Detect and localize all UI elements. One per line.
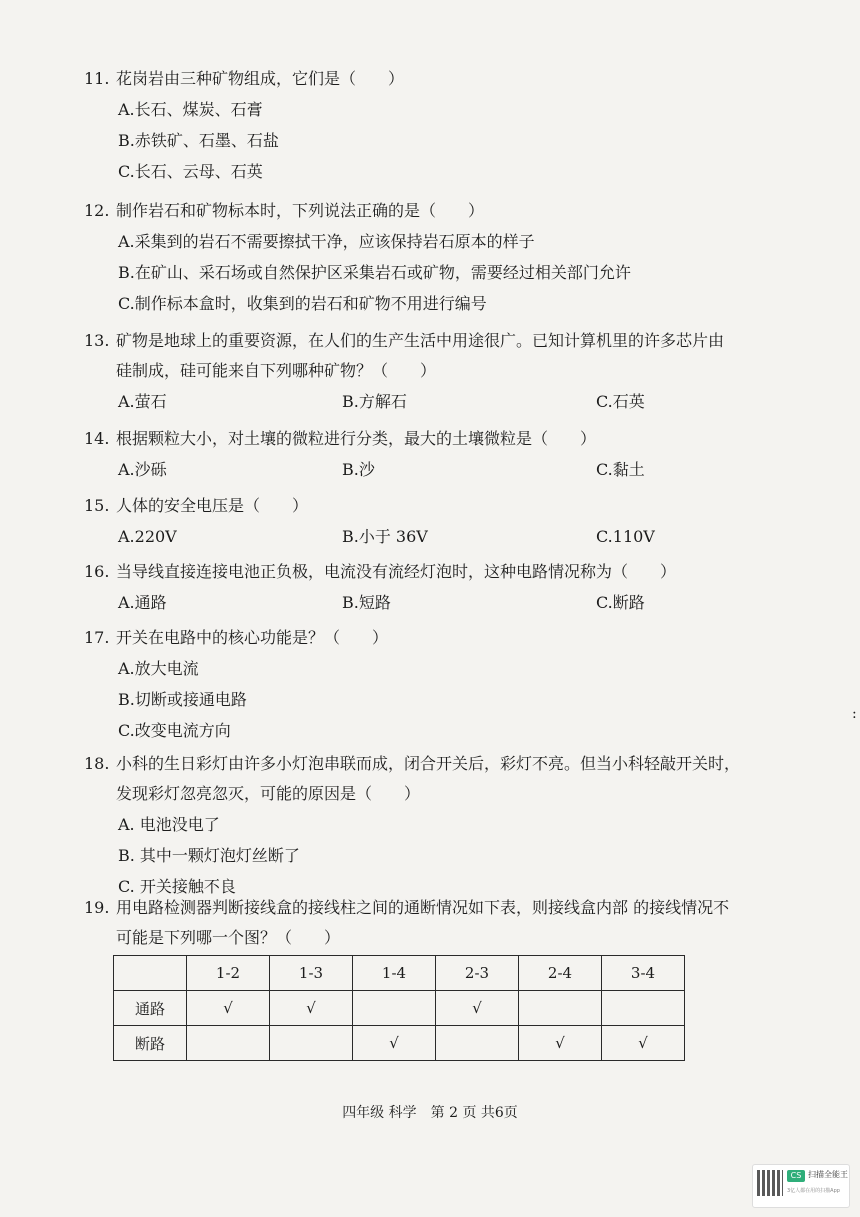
question-stem (84, 749, 784, 779)
option-a: A.萤石 (118, 392, 167, 411)
table-cell: √ (270, 991, 353, 1026)
table-header-cell: 3-4 (602, 956, 685, 991)
option-a: A.长石、煤炭、石膏 (118, 100, 263, 119)
options-row (84, 454, 784, 485)
table-row (114, 1026, 685, 1061)
table-header-cell: 2-4 (519, 956, 602, 991)
table-cell (353, 991, 436, 1026)
question-stem (84, 64, 784, 94)
question-number: 16. (84, 562, 110, 581)
scan-mark: : (852, 706, 857, 722)
table-header-cell: 1-3 (270, 956, 353, 991)
option-b: B.小于 36V (342, 527, 428, 546)
table-header-cell: 2-3 (436, 956, 519, 991)
table-cell (602, 991, 685, 1026)
question-17 (84, 623, 784, 746)
row-label: 断路 (114, 1026, 187, 1061)
table-cell: √ (353, 1026, 436, 1061)
scanner-tagline: 3亿人都在用的扫描App (787, 1188, 840, 1194)
question-stem (84, 893, 784, 923)
qr-code-icon (757, 1170, 783, 1196)
question-15 (84, 491, 784, 552)
question-19 (84, 893, 784, 953)
option-a: A. 电池没电了 (118, 815, 220, 834)
question-stem (84, 424, 784, 454)
options-row (84, 386, 784, 417)
option-a: A.通路 (118, 593, 167, 612)
option-a: A.采集到的岩石不需要擦拭干净，应该保持岩石原本的样子 (118, 232, 535, 251)
table-header-row (114, 956, 685, 991)
question-14 (84, 424, 784, 485)
question-stem (84, 491, 784, 521)
table-header-cell (114, 956, 187, 991)
question-number: 14. (84, 429, 110, 448)
scanner-app-name: 扫描全能王 (808, 1170, 848, 1179)
table-cell: √ (436, 991, 519, 1026)
question-13 (84, 326, 784, 417)
question-number: 15. (84, 496, 110, 515)
question-number: 11. (84, 69, 110, 88)
scanner-badge (752, 1164, 850, 1208)
question-text: 用电路检测器判断接线盒的接线柱之间的通断情况如下表，则接线盒内部 的接线情况不 (116, 898, 730, 917)
question-16 (84, 557, 784, 618)
question-number: 13. (84, 331, 110, 350)
question-text: 小科的生日彩灯由许多小灯泡串联而成，闭合开关后，彩灯不亮。但当小科轻敲开关时， (116, 754, 741, 773)
option-c: C.石英 (596, 392, 645, 411)
continuity-table (113, 955, 685, 1061)
table-cell (519, 991, 602, 1026)
table-cell: √ (602, 1026, 685, 1061)
scanner-logo-icon: CS (787, 1170, 805, 1182)
question-text: 花岗岩由三种矿物组成，它们是（ ） (116, 69, 405, 88)
question-text: 开关在电路中的核心功能是？（ ） (116, 628, 389, 647)
option-c: C.改变电流方向 (118, 721, 231, 740)
option-c: C.110V (596, 527, 655, 546)
question-text: 人体的安全电压是（ ） (116, 496, 309, 515)
page-footer: 四年级 科学 第 2 页 共6页 (342, 1105, 518, 1121)
question-text-continued: 发现彩灯忽亮忽灭，可能的原因是（ ） (116, 784, 421, 803)
option-b: B.短路 (342, 593, 391, 612)
option-b: B.在矿山、采石场或自然保护区采集岩石或矿物，需要经过相关部门允许 (118, 263, 631, 282)
question-text: 矿物是地球上的重要资源，在人们的生产生活中用途很广。已知计算机里的许多芯片由 (116, 331, 725, 350)
table-cell (436, 1026, 519, 1061)
table-cell (270, 1026, 353, 1061)
options-row (84, 587, 784, 618)
option-b: B. 其中一颗灯泡灯丝断了 (118, 846, 300, 865)
option-b: B.赤铁矿、石墨、石盐 (118, 131, 279, 150)
table-header-cell: 1-2 (187, 956, 270, 991)
question-stem (84, 196, 784, 226)
row-label: 通路 (114, 991, 187, 1026)
option-a: A.放大电流 (118, 659, 199, 678)
option-c: C.长石、云母、石英 (118, 162, 263, 181)
question-number: 17. (84, 628, 110, 647)
question-stem (84, 557, 784, 587)
table-header-cell: 1-4 (353, 956, 436, 991)
question-text: 当导线直接连接电池正负极，电流没有流经灯泡时，这种电路情况称为（ ） (116, 562, 677, 581)
option-c: C.制作标本盒时，收集到的岩石和矿物不用进行编号 (118, 294, 487, 313)
question-number: 19. (84, 898, 110, 917)
question-number: 12. (84, 201, 110, 220)
table-cell (187, 1026, 270, 1061)
option-a: A.沙砾 (118, 460, 167, 479)
question-11 (84, 64, 784, 187)
question-text: 制作岩石和矿物标本时，下列说法正确的是（ ） (116, 201, 485, 220)
question-text-continued: 硅制成，硅可能来自下列哪种矿物？（ ） (116, 361, 437, 380)
question-12 (84, 196, 784, 319)
question-stem (84, 326, 784, 356)
option-b: B.方解石 (342, 392, 407, 411)
question-text-continued: 可能是下列哪一个图？（ ） (116, 928, 341, 947)
option-a: A.220V (118, 527, 177, 546)
option-c: C.断路 (596, 593, 645, 612)
question-18 (84, 749, 784, 902)
question-text: 根据颗粒大小，对土壤的微粒进行分类，最大的土壤微粒是（ ） (116, 429, 597, 448)
table-cell: √ (519, 1026, 602, 1061)
option-c: C.黏土 (596, 460, 645, 479)
question-number: 18. (84, 754, 110, 773)
table-row (114, 991, 685, 1026)
question-stem (84, 623, 784, 653)
option-b: B.沙 (342, 460, 375, 479)
option-b: B.切断或接通电路 (118, 690, 247, 709)
table-cell: √ (187, 991, 270, 1026)
options-row (84, 521, 784, 552)
option-c: C. 开关接触不良 (118, 877, 236, 896)
